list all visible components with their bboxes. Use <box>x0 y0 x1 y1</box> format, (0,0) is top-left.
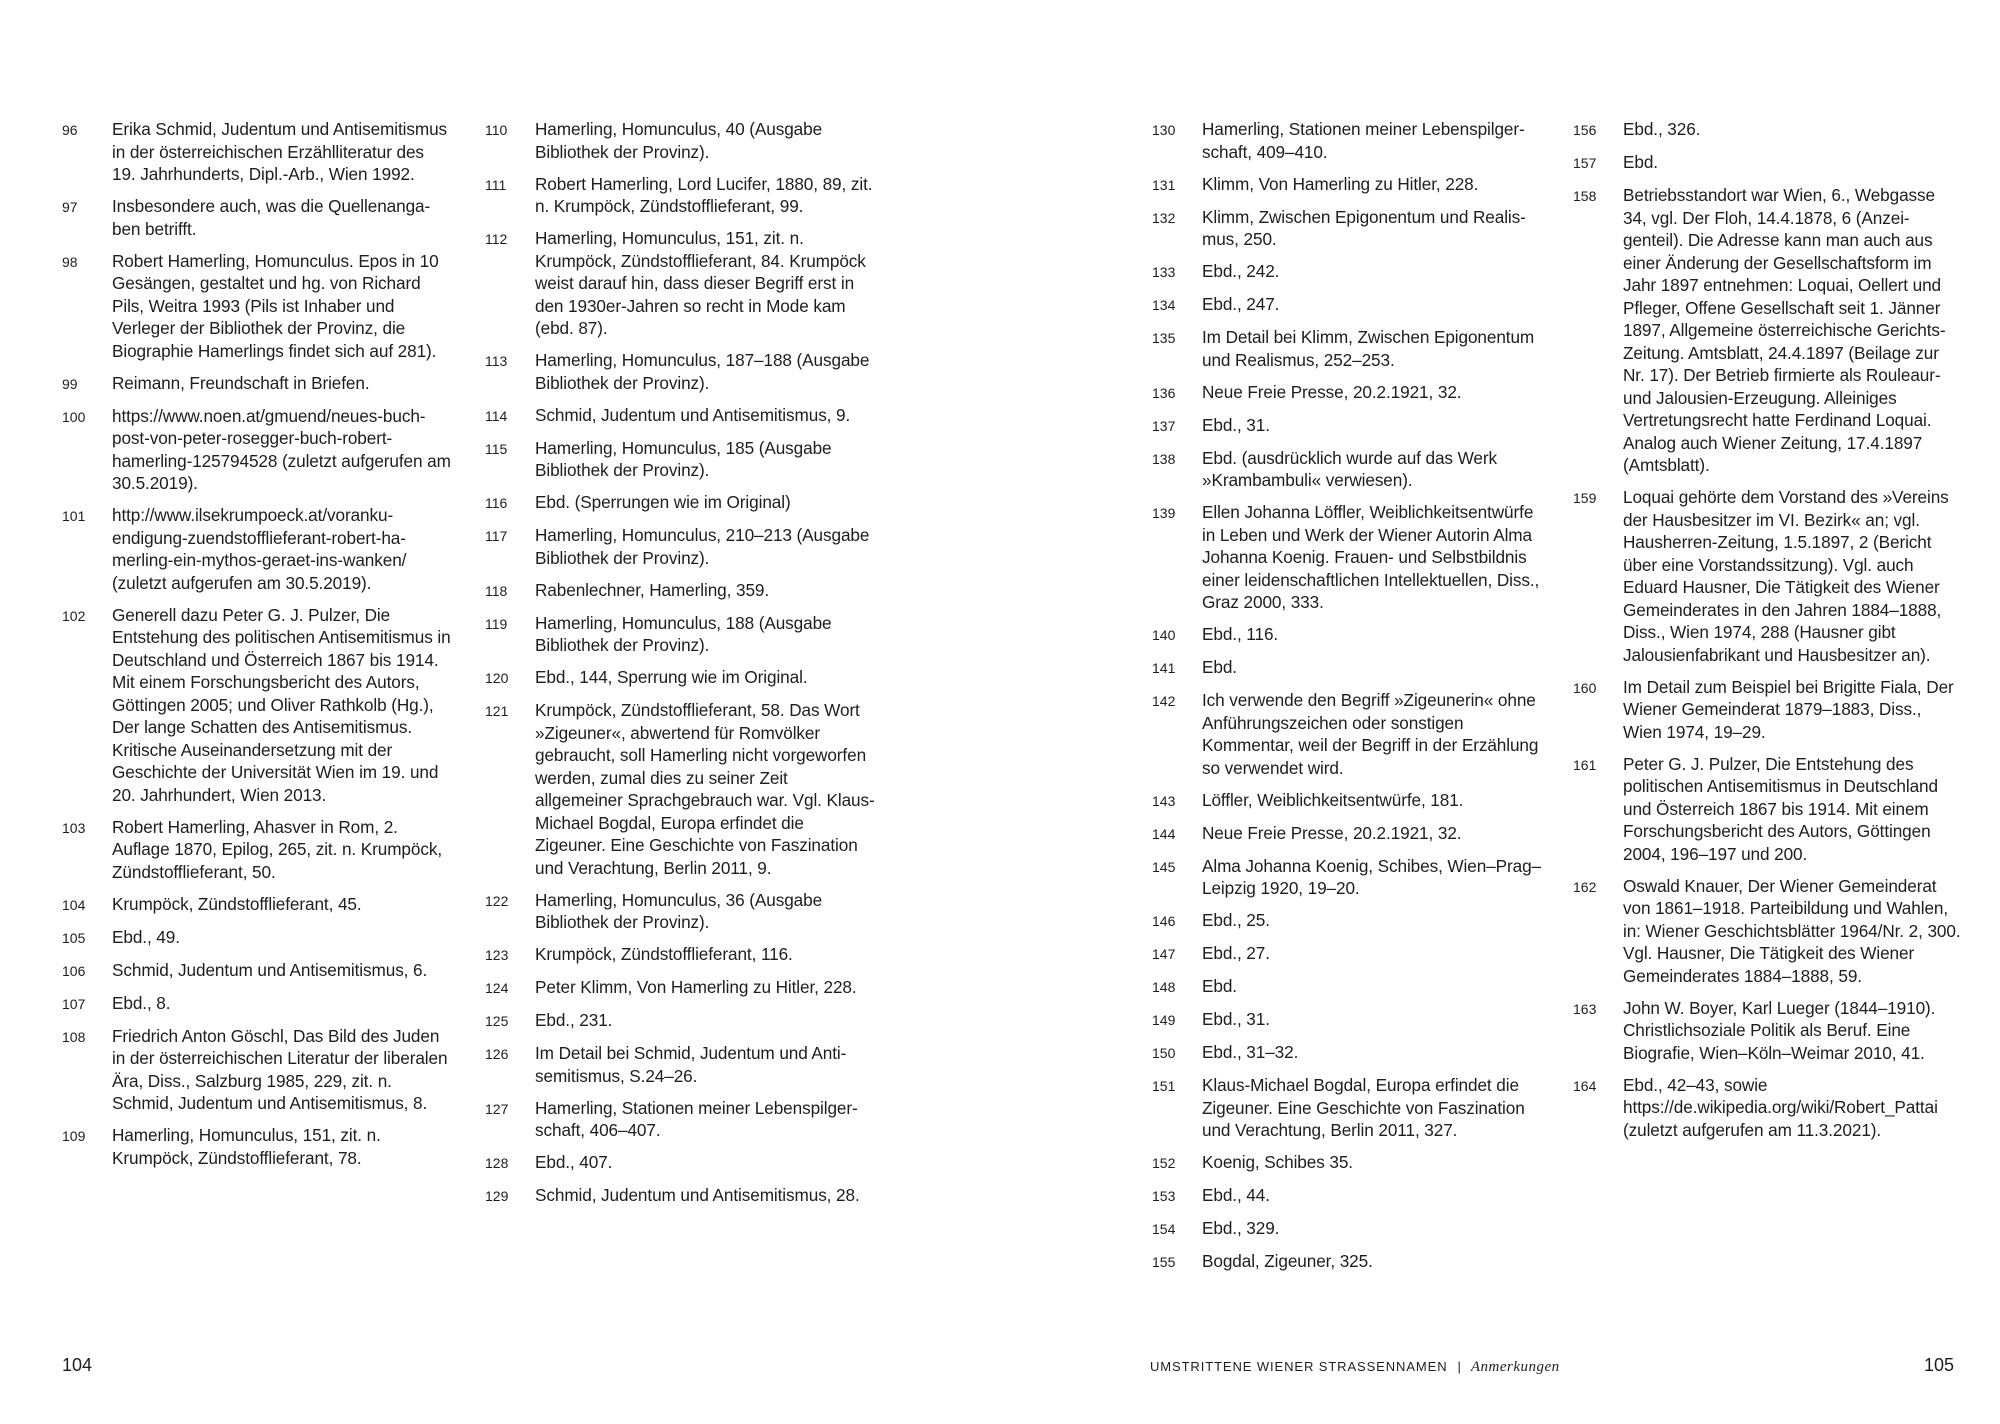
footnote-number: 104 <box>62 896 86 913</box>
footnote-text: Klaus-Michael Bogdal, Europa erfindet die Zigeuner. Eine Geschichte von Faszination und Verachtung, Berlin 2011, 327. <box>1202 1075 1525 1140</box>
footnote-text: Hamerling, Homunculus, 151, zit. n. Krumpöck, Zündstofflieferant, 78. <box>112 1125 381 1168</box>
footnote <box>485 889 875 934</box>
footnote-number: 103 <box>62 819 86 836</box>
page-number-left: 104 <box>62 1355 93 1375</box>
footnote <box>62 195 452 240</box>
footnote-number: 127 <box>485 1100 509 1117</box>
footnote-number: 125 <box>485 1013 509 1029</box>
footnote <box>1152 689 1542 779</box>
footnote <box>485 349 875 394</box>
footnote <box>1152 414 1542 438</box>
footnote-number: 138 <box>1152 450 1176 467</box>
footnote-number: 134 <box>1152 297 1176 313</box>
footnote-number: 99 <box>62 375 78 392</box>
footnote-text: Erika Schmid, Judentum und Antisemitismus in der österreichischen Erzählliteratur des 19. Jahrhunderts, Dipl.-Arb., Wien 1992. <box>112 119 448 184</box>
footnote-text: Ellen Johanna Löffler, Weiblichkeitsentwürfe in Leben und Werk der Wiener Autorin Alma Johanna Koenig. Frauen- und Selbstbildnis einer leidenschaftlichen Intellektuellen, Diss., Graz 2000, 333. <box>1202 502 1540 612</box>
footnote <box>1152 855 1542 900</box>
footnote-number: 131 <box>1152 176 1176 193</box>
notes-column-1 <box>62 118 452 1179</box>
footnote-text: Ebd., 42–43, sowie https://de.wikipedia.org/wiki/Robert_Pattai (zuletzt aufgerufen am 11.3.2021). <box>1623 1074 1938 1140</box>
footnote-number: 141 <box>1152 660 1176 676</box>
footnote-text: Ebd., 8. <box>112 992 171 1013</box>
footnote <box>485 1151 875 1175</box>
footnote-text: Hamerling, Homunculus, 187–188 (Ausgabe Bibliothek der Provinz). <box>535 350 870 393</box>
footnote-number: 158 <box>1573 188 1597 204</box>
footnote-text: Ebd., 242. <box>1202 261 1280 281</box>
footnote-text: Schmid, Judentum und Antisemitismus, 6. <box>112 959 428 980</box>
footnote <box>62 250 452 363</box>
footnote-text: Im Detail bei Schmid, Judentum und Antisemitismus, S.24–26. <box>535 1043 847 1086</box>
footnote-text: Insbesondere auch, was die Quellenangaben betrifft. <box>112 196 431 239</box>
footnote-number: 114 <box>485 407 508 424</box>
footnote-text: Peter Klimm, Von Hamerling zu Hitler, 228. <box>535 977 857 997</box>
footnote-text: Ebd., 31–32. <box>1202 1042 1299 1062</box>
footnote <box>1152 909 1542 933</box>
footnote <box>62 1025 452 1115</box>
footnote <box>1152 206 1542 251</box>
footnote <box>1573 997 1963 1065</box>
footnote-number: 128 <box>485 1155 509 1171</box>
footnote-text: Schmid, Judentum und Antisemitismus, 28. <box>535 1185 860 1205</box>
footnote-number: 157 <box>1573 155 1597 171</box>
notes-column-2 <box>485 118 875 1217</box>
footnote-number: 105 <box>62 929 86 946</box>
footnote-number: 115 <box>485 440 508 457</box>
footnote <box>485 612 875 657</box>
footnote <box>62 405 452 495</box>
footnote-number: 140 <box>1152 627 1176 643</box>
footnote-number: 160 <box>1573 679 1597 696</box>
footnote <box>1152 1151 1542 1175</box>
footnote-text: Klimm, Zwischen Epigonentum und Realismus, 250. <box>1202 206 1526 249</box>
footnote-number: 113 <box>485 353 508 369</box>
footnote-text: Neue Freie Presse, 20.2.1921, 32. <box>1202 822 1462 843</box>
footnote-number: 124 <box>485 980 509 996</box>
footnote <box>1573 151 1963 175</box>
footnote <box>1573 486 1963 666</box>
running-head <box>1150 1359 1560 1376</box>
footnote <box>1573 676 1963 744</box>
footnote-text: Ebd., 407. <box>535 1152 613 1172</box>
footnote <box>1152 326 1542 371</box>
footnote-text: Rabenlechner, Hamerling, 359. <box>535 579 770 600</box>
footnote <box>485 524 875 569</box>
footnote-number: 130 <box>1152 122 1176 138</box>
footnote-number: 98 <box>62 253 78 270</box>
footnote-number: 107 <box>62 995 86 1012</box>
footnote-text: Ebd., 25. <box>1202 910 1270 930</box>
footnote <box>1152 822 1542 846</box>
footnote-text: Reimann, Freundschaft in Briefen. <box>112 372 370 393</box>
footnote-number: 111 <box>485 176 507 193</box>
footnote-number: 146 <box>1152 913 1176 929</box>
footnote-number: 159 <box>1573 490 1597 506</box>
footnote-number: 109 <box>62 1128 86 1144</box>
running-head-title: UMSTRITTENE WIENER STRASSENNAMEN <box>1150 1359 1448 1374</box>
footnote <box>485 1184 875 1208</box>
footnote-number: 133 <box>1152 264 1176 280</box>
footnote-text: Ebd., 116. <box>1202 624 1279 644</box>
footnote <box>1152 173 1542 197</box>
footnote-number: 147 <box>1152 946 1176 962</box>
footnote-number: 116 <box>485 495 508 511</box>
footnote-text: https://www.noen.at/gmuend/neues-buch-post-von-peter-rosegger-buch-robert-hamerling-125794528 (zuletzt aufgerufen am 30.5.2019). <box>112 405 451 493</box>
footnote-text: Neue Freie Presse, 20.2.1921, 32. <box>1202 381 1462 402</box>
footnote-text: Ebd. <box>1202 976 1237 996</box>
footnote-number: 97 <box>62 199 78 215</box>
footnote-text: Ebd., 27. <box>1202 943 1270 963</box>
footnote-text: Löffler, Weiblichkeitsentwürfe, 181. <box>1202 789 1464 810</box>
footnote <box>485 118 875 163</box>
footnote-number: 136 <box>1152 384 1176 401</box>
footnote-number: 118 <box>485 582 508 599</box>
footnote-number: 117 <box>485 528 508 544</box>
footnote-text: Ebd. <box>1623 152 1658 172</box>
footnote-number: 112 <box>485 231 508 247</box>
footnote <box>485 579 875 603</box>
footnote-text: Hamerling, Homunculus, 188 (Ausgabe Bibliothek der Provinz). <box>535 612 832 655</box>
footnote-number: 155 <box>1152 1254 1176 1270</box>
footnote <box>1152 623 1542 647</box>
footnote <box>62 926 452 950</box>
footnote-text: Ebd., 329. <box>1202 1218 1280 1238</box>
footnote-text: Robert Hamerling, Homunculus. Epos in 10 Gesängen, gestaltet und hg. von Richard Pils, Weitra 1993 (Pils ist Inhaber und Verleger der Bibliothek der Provinz, die Biographie Hamerlings findet sich auf 281). <box>112 250 439 361</box>
running-head-section: Anmerkungen <box>1470 1359 1560 1375</box>
footnote <box>1152 1074 1542 1142</box>
footnote-text: Betriebsstandort war Wien, 6., Webgasse 34, vgl. Der Floh, 14.4.1878, 6 (Anzeigenteil). Die Adresse kann man auch aus einer Änderung der Gesellschaftsform im Jahr 1897 entnehmen: Loquai, Oellert und Pfleger, Offene Gesellschaft seit 1. Jänner 1897, Allgemeine österreichische Gerichts-Zeitung. Amtsblatt, 24.4.1897 (Beilage zur Nr. 17). Der Betrieb firmierte als Rouleaur- und Jalousien-Erzeugung. Alleiniges Vertretungsrecht hatte Ferdinand Loquai. Analog auch Wiener Zeitung, 17.4.1897 (Amtsblatt). <box>1623 185 1946 475</box>
footnote-number: 152 <box>1152 1155 1176 1171</box>
footnote <box>62 816 452 884</box>
footnote-text: Ebd., 44. <box>1202 1185 1270 1205</box>
footnote-text: Oswald Knauer, Der Wiener Gemeinderat von 1861–1918. Parteibildung und Wahlen, in: Wiener Geschichtsblätter 1964/Nr. 2, 300. Vgl. Hausner, Die Tätigkeit des Wiener Gemeinderates 1884–1888, 59. <box>1623 875 1961 986</box>
footnote-text: Loquai gehörte dem Vorstand des »Vereins der Hausbesitzer im VI. Bezirk« an; vgl. Hausherren-Zeitung, 1.5.1897, 2 (Bericht über eine Vorstandssitzung). Vgl. auch Eduard Hausner, Die Tätigkeit des Wiener Gemeinderates in den Jahren 1884–1888, Diss., Wien 1974, 288 (Hausner gibt Jalousienfabrikant und Hausbesitzer an). <box>1623 487 1949 665</box>
footnote-number: 132 <box>1152 209 1176 226</box>
footnote-text: Schmid, Judentum und Antisemitismus, 9. <box>535 404 851 425</box>
footnote <box>1152 975 1542 999</box>
footnote-number: 121 <box>485 703 509 719</box>
footnote <box>1152 501 1542 614</box>
footnote <box>1152 1217 1542 1241</box>
footnote <box>1152 447 1542 492</box>
footnote <box>62 1124 452 1169</box>
footnote-text: Hamerling, Homunculus, 36 (Ausgabe Bibliothek der Provinz). <box>535 889 823 932</box>
footnote <box>1152 1041 1542 1065</box>
footnote-number: 120 <box>485 670 509 686</box>
footnote-text: Hamerling, Homunculus, 185 (Ausgabe Bibliothek der Provinz). <box>535 437 832 480</box>
footnote-number: 119 <box>485 615 508 632</box>
footnote-text: Im Detail bei Klimm, Zwischen Epigonentum und Realismus, 252–253. <box>1202 327 1535 370</box>
footnote <box>485 437 875 482</box>
page-number-right: 105 <box>1923 1355 1954 1375</box>
footnote-number: 162 <box>1573 878 1597 895</box>
notes-column-4 <box>1573 118 1963 1151</box>
footnote-text: Koenig, Schibes 35. <box>1202 1152 1353 1172</box>
footnote <box>1573 1074 1963 1142</box>
footnote <box>485 1042 875 1087</box>
footnote-number: 145 <box>1152 858 1176 875</box>
footnote <box>485 227 875 340</box>
footnote-number: 123 <box>485 947 509 963</box>
footnote-number: 100 <box>62 408 86 425</box>
footnote <box>485 699 875 879</box>
footnote <box>485 173 875 218</box>
footnote-number: 150 <box>1152 1045 1176 1061</box>
footnote-number: 156 <box>1573 122 1597 138</box>
footnote-number: 126 <box>485 1046 509 1062</box>
footnote <box>1573 118 1963 142</box>
footnote-number: 163 <box>1573 1000 1597 1017</box>
footnote-text: Krumpöck, Zündstofflieferant, 116. <box>535 944 793 964</box>
footnote-text: Ebd. (ausdrücklich wurde auf das Werk »Krambambuli« verwiesen). <box>1202 447 1497 490</box>
footnote-text: Krumpöck, Zündstofflieferant, 58. Das Wort »Zigeuner«, abwertend für Romvölker gebraucht, soll Hamerling nicht vorgeworfen werden, zumal dies zu seiner Zeit allgemeiner Sprachgebrauch war. Vgl. Klaus-Michael Bogdal, Europa erfindet die Zigeuner. Eine Geschichte von Faszination und Verachtung, Berlin 2011, 9. <box>535 700 875 878</box>
footnote-number: 153 <box>1152 1188 1176 1204</box>
footnote-number: 149 <box>1152 1012 1176 1028</box>
footnote <box>1152 1250 1542 1274</box>
footnote-text: Hamerling, Homunculus, 151, zit. n. Krumpöck, Zündstofflieferant, 84. Krumpöck weist darauf hin, dass dieser Begriff erst in den 1930er-Jahren so recht in Mode kam (ebd. 87). <box>535 228 866 338</box>
footnote <box>485 943 875 967</box>
footnote <box>1152 293 1542 317</box>
footnote <box>1152 118 1542 163</box>
footnote-number: 161 <box>1573 756 1597 773</box>
footnote-number: 108 <box>62 1028 86 1045</box>
footnote-text: Generell dazu Peter G. J. Pulzer, Die Entstehung des politischen Antisemitismus in Deutschland und Österreich 1867 bis 1914. Mit einem Forschungsbericht des Autors, Göttingen 2005; und Oliver Rathkolb (Hg.), Der lange Schatten des Antisemitismus. Kritische Auseinandersetzung mit der Geschichte der Universität Wien im 19. und 20. Jahrhundert, Wien 2013. <box>112 604 451 805</box>
footnote-text: Hamerling, Homunculus, 40 (Ausgabe Bibliothek der Provinz). <box>535 119 823 162</box>
footnote <box>1152 1008 1542 1032</box>
footnote-text: Hamerling, Stationen meiner Lebenspilgerschaft, 406–407. <box>535 1097 858 1140</box>
footnote <box>1573 753 1963 866</box>
footnote-text: Krumpöck, Zündstofflieferant, 45. <box>112 893 362 914</box>
footnote-number: 154 <box>1152 1221 1176 1237</box>
footnote-text: Ebd., 31. <box>1202 414 1270 435</box>
footnote-number: 96 <box>62 122 78 138</box>
footnote-text: Klimm, Von Hamerling zu Hitler, 228. <box>1202 173 1479 194</box>
footnote-number: 142 <box>1152 693 1176 709</box>
footnote <box>62 604 452 807</box>
footnote-number: 151 <box>1152 1078 1176 1094</box>
footnote-text: Ich verwende den Begriff »Zigeunerin« ohne Anführungszeichen oder sonstigen Kommentar, weil der Begriff in der Erzählung so verwendet wird. <box>1202 690 1539 778</box>
footnote-text: Robert Hamerling, Lord Lucifer, 1880, 89, zit. n. Krumpöck, Zündstofflieferant, 99. <box>535 173 873 216</box>
footnote <box>62 504 452 594</box>
footnote <box>1573 875 1963 988</box>
footnote <box>1152 656 1542 680</box>
footnote-text: Ebd. <box>1202 657 1237 677</box>
footnote-number: 137 <box>1152 417 1176 434</box>
footnote-text: Ebd., 31. <box>1202 1009 1270 1029</box>
footnote-text: Hamerling, Stationen meiner Lebenspilgerschaft, 409–410. <box>1202 119 1525 162</box>
footnote <box>62 992 452 1016</box>
footnote-text: Bogdal, Zigeuner, 325. <box>1202 1251 1373 1271</box>
footnote-number: 148 <box>1152 979 1176 995</box>
footnote <box>485 1009 875 1033</box>
footnote-text: http://www.ilsekrumpoeck.at/vorankuendigung-zuendstofflieferant-robert-hamerling-ein-mythos-geraet-ins-wanken/ (zuletzt aufgerufen am 30.5.2019). <box>112 505 407 593</box>
footnote <box>62 118 452 186</box>
footnote <box>62 959 452 983</box>
footnote <box>485 1097 875 1142</box>
footnote <box>1152 1184 1542 1208</box>
footnote <box>485 404 875 428</box>
notes-column-3 <box>1152 118 1542 1283</box>
footnote <box>1152 789 1542 813</box>
footnote-text: Ebd., 247. <box>1202 294 1280 314</box>
footnote-text: Friedrich Anton Göschl, Das Bild des Juden in der österreichischen Literatur der liberalen Ära, Diss., Salzburg 1985, 229, zit. n. Schmid, Judentum und Antisemitismus, 8. <box>112 1025 448 1113</box>
footnote <box>1573 184 1963 477</box>
footnote-text: Ebd., 144, Sperrung wie im Original. <box>535 667 808 687</box>
footnote-number: 110 <box>485 122 508 138</box>
footnote-text: Peter G. J. Pulzer, Die Entstehung des politischen Antisemitismus in Deutschland und Österreich 1867 bis 1914. Mit einem Forschungsbericht des Autors, Göttingen 2004, 196–197 und 200. <box>1623 753 1938 864</box>
footnote-number: 122 <box>485 892 509 909</box>
footnote <box>485 976 875 1000</box>
footnote-text: Ebd. (Sperrungen wie im Original) <box>535 492 791 512</box>
footnote <box>62 372 452 396</box>
footnote-number: 135 <box>1152 330 1176 346</box>
running-head-separator: | <box>1457 1359 1461 1374</box>
footnote-text: Hamerling, Homunculus, 210–213 (Ausgabe Bibliothek der Provinz). <box>535 525 870 568</box>
footnote-number: 102 <box>62 607 86 624</box>
footnote-text: Ebd., 231. <box>535 1010 613 1030</box>
footnote-text: Ebd., 326. <box>1623 119 1701 139</box>
footnote-number: 106 <box>62 962 86 979</box>
footnote-text: Ebd., 49. <box>112 926 180 947</box>
footnote-number: 143 <box>1152 792 1176 809</box>
footnote-text: John W. Boyer, Karl Lueger (1844–1910). Christlichsoziale Politik als Beruf. Eine Biografie, Wien–Köln–Weimar 2010, 41. <box>1623 997 1936 1063</box>
footnote-number: 144 <box>1152 825 1176 842</box>
footnote-number: 101 <box>62 508 86 524</box>
footnote <box>485 491 875 515</box>
footnote-text: Im Detail zum Beispiel bei Brigitte Fiala, Der Wiener Gemeinderat 1879–1883, Diss., Wien 1974, 19–29. <box>1623 676 1954 742</box>
footnote-number: 139 <box>1152 505 1176 521</box>
footnote <box>1152 381 1542 405</box>
footnote <box>485 666 875 690</box>
footnote <box>62 893 452 917</box>
footnote-text: Alma Johanna Koenig, Schibes, Wien–Prag–Leipzig 1920, 19–20. <box>1202 855 1542 898</box>
footnote-number: 129 <box>485 1188 509 1204</box>
footnote-text: Robert Hamerling, Ahasver in Rom, 2. Auflage 1870, Epilog, 265, zit. n. Krumpöck, Zündstofflieferant, 50. <box>112 816 443 882</box>
footnote <box>1152 942 1542 966</box>
footnote <box>1152 260 1542 284</box>
footnote-number: 164 <box>1573 1077 1597 1094</box>
